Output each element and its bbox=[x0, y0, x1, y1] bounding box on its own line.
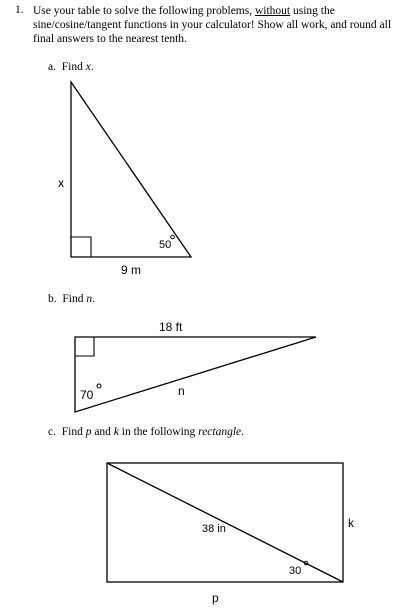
degree-symbol-a bbox=[171, 235, 175, 239]
label-base-9m: 9 m bbox=[121, 263, 142, 277]
part-a-end: . bbox=[90, 61, 94, 73]
part-a-text: Find bbox=[61, 61, 86, 73]
part-a-variable: x bbox=[85, 61, 91, 73]
part-b-prompt bbox=[48, 293, 95, 305]
part-b-variable: n bbox=[86, 293, 93, 305]
label-diagonal-38in: 38 in bbox=[202, 523, 226, 535]
figure-b-triangle bbox=[75, 320, 316, 412]
label-angle-50: 50 bbox=[159, 239, 172, 251]
part-c-prompt bbox=[48, 426, 244, 438]
part-c-text-1: Find bbox=[61, 426, 86, 438]
right-angle-marker-b bbox=[75, 337, 94, 356]
question-number: 1. bbox=[15, 4, 24, 16]
instructions-text-1: Use your table to solve the following problems, bbox=[33, 5, 255, 17]
right-angle-marker-a bbox=[71, 237, 91, 257]
label-side-k: k bbox=[348, 516, 354, 530]
part-c-variable-k: k bbox=[113, 426, 119, 438]
part-b-end: . bbox=[92, 293, 95, 305]
triangle-b-shape bbox=[75, 337, 316, 412]
instructions-text-2: using the sine/cosine/tangent functions in your calculator! Show all work, and round all final answers to the nearest tenth. bbox=[33, 5, 392, 45]
label-angle-30: 30 bbox=[289, 565, 302, 577]
label-top-18ft: 18 ft bbox=[159, 320, 183, 334]
triangle-a-shape bbox=[71, 82, 191, 257]
part-c-text-3: in the following bbox=[118, 426, 199, 438]
degree-symbol-b bbox=[97, 384, 101, 388]
part-c-text-2: and bbox=[91, 426, 114, 438]
label-angle-70: 70 bbox=[80, 388, 94, 402]
figure-c-rectangle bbox=[107, 463, 355, 605]
part-c-end: . bbox=[241, 426, 245, 438]
label-side-x: x bbox=[58, 176, 64, 190]
part-b-text: Find bbox=[62, 293, 87, 305]
part-c-variable-p: p bbox=[85, 426, 92, 438]
part-c-letter: c. bbox=[48, 426, 56, 438]
label-hypotenuse-n: n bbox=[178, 384, 185, 398]
figure-a-triangle bbox=[58, 82, 191, 277]
part-a-letter: a. bbox=[48, 61, 56, 73]
label-side-p: p bbox=[212, 591, 219, 605]
instructions-emphasis: without bbox=[254, 5, 291, 17]
part-c-shape-word: rectangle bbox=[198, 426, 242, 438]
part-b-letter: b. bbox=[48, 293, 57, 305]
